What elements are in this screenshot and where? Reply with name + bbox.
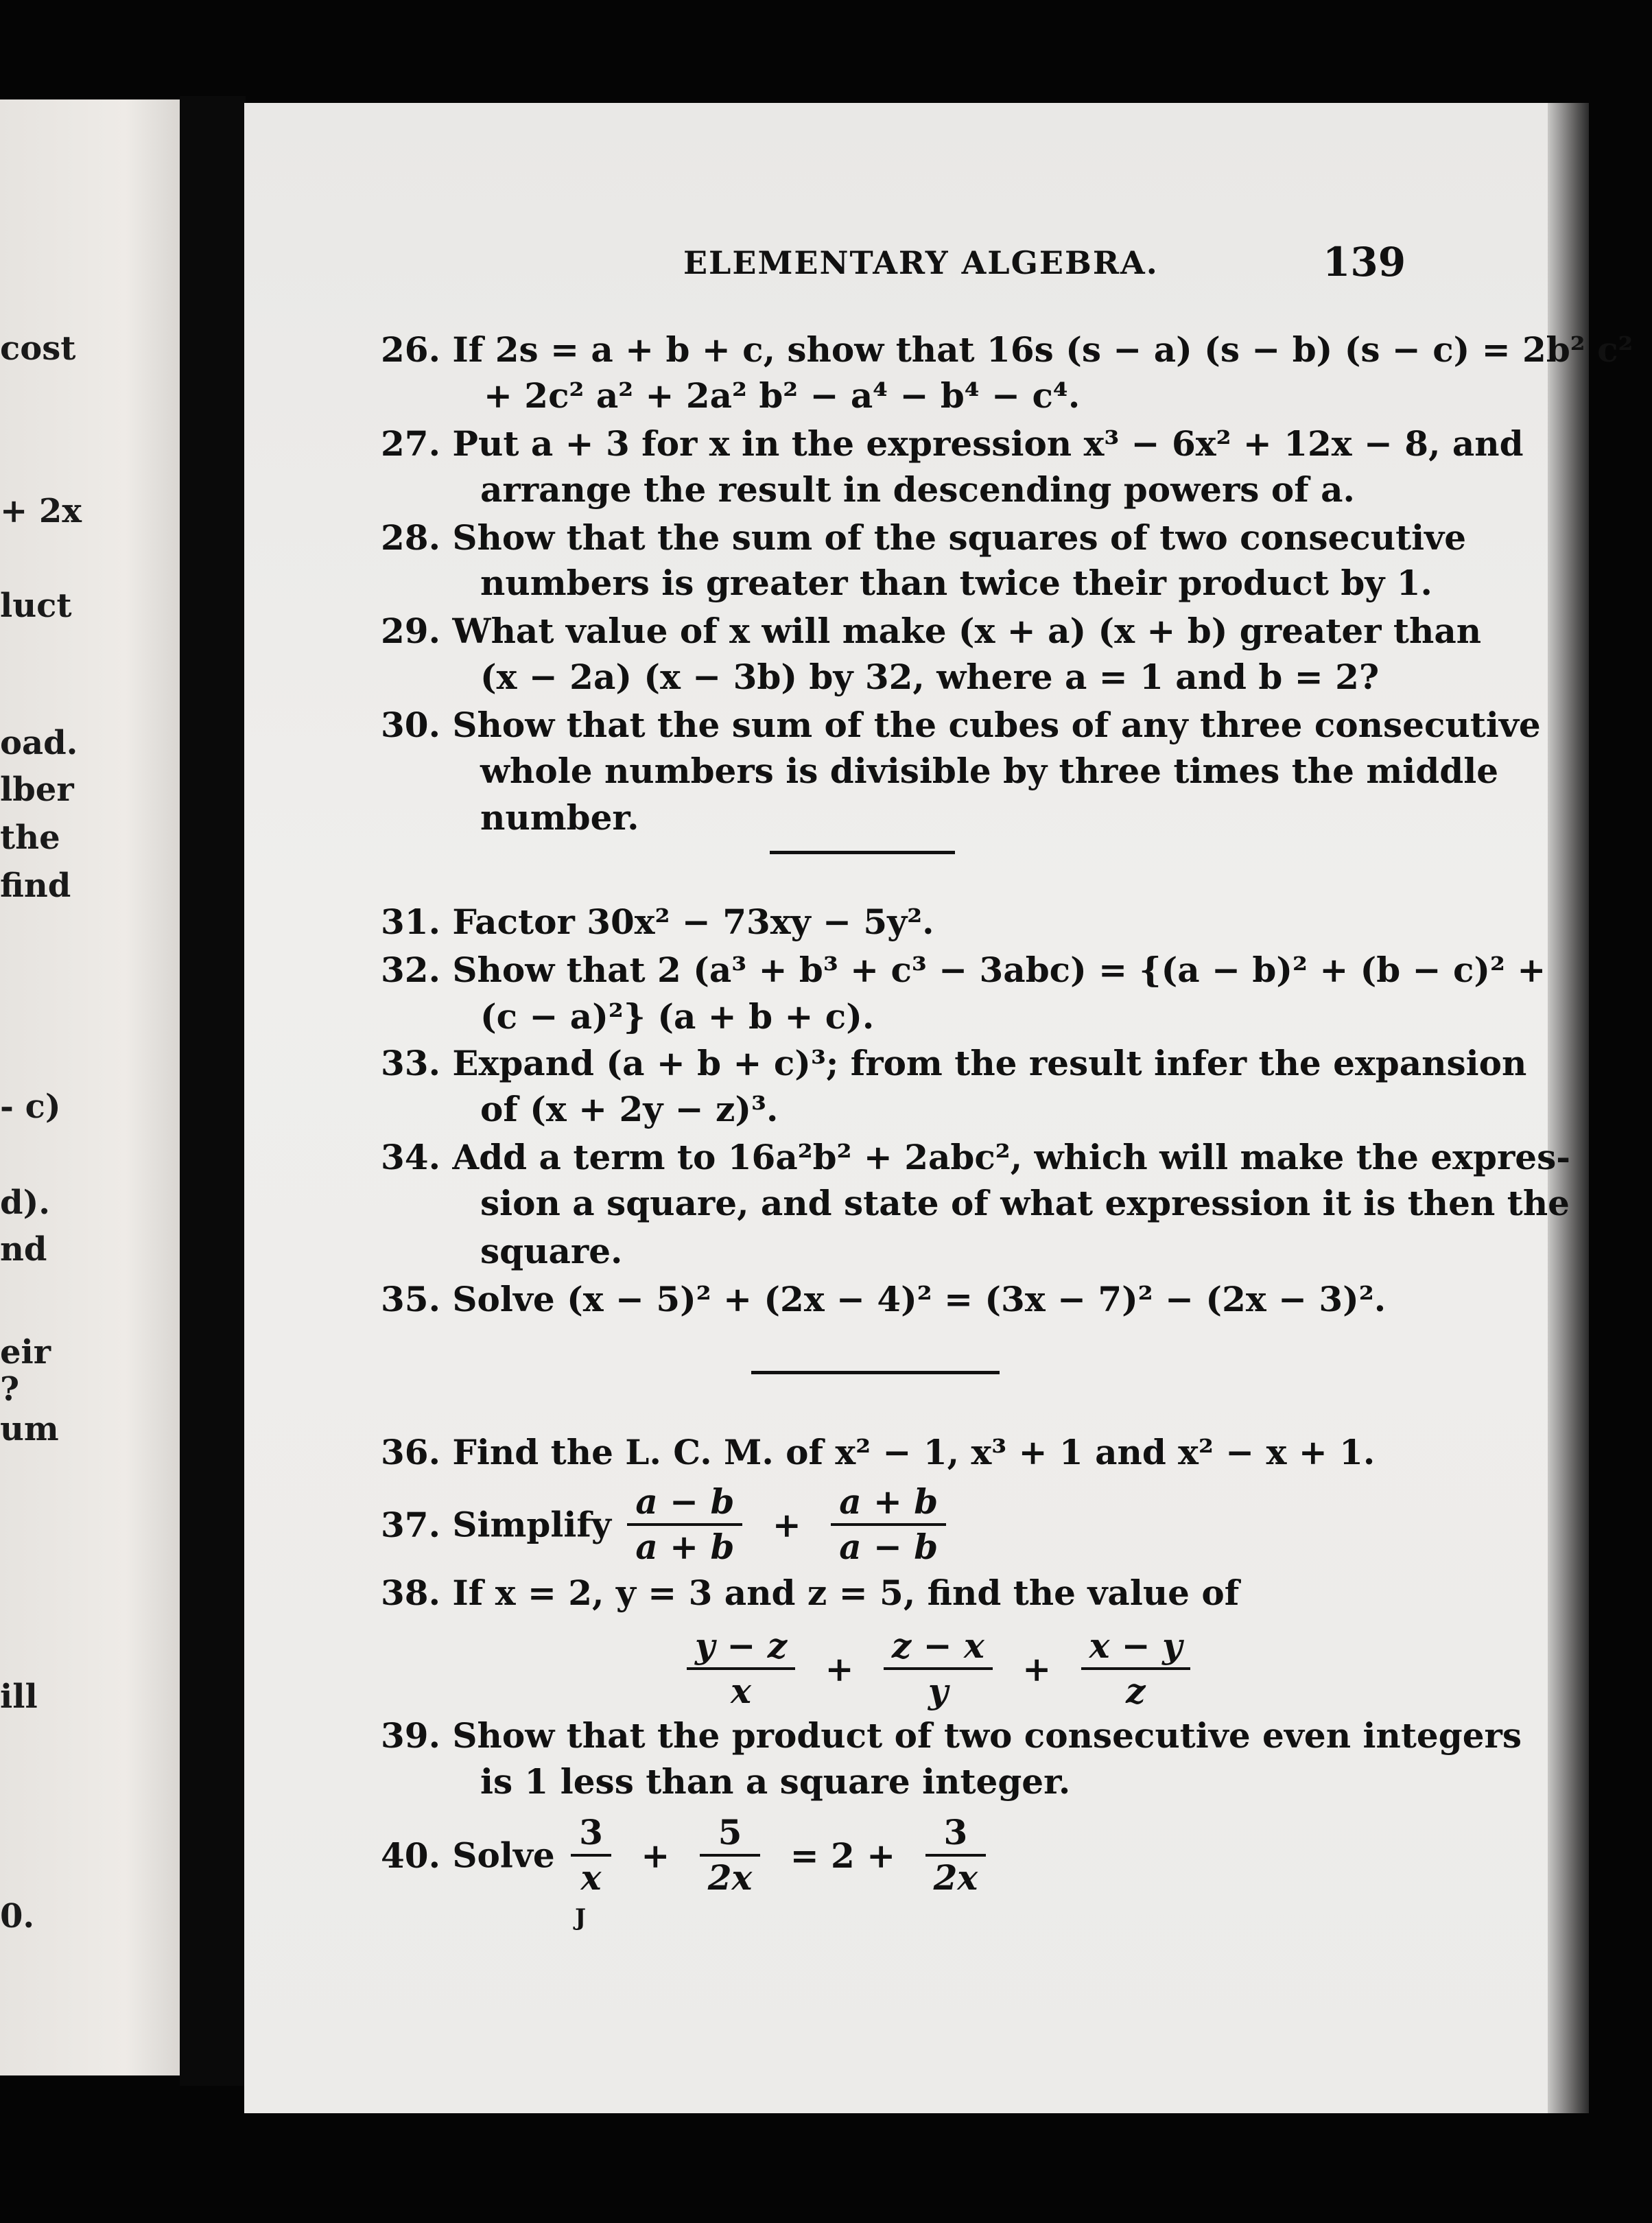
left-fragment: - c) (0, 1087, 61, 1126)
problem-text: Expand (a + b + c)³; from the result infer the expansion (452, 1043, 1527, 1083)
left-fragment: d). (0, 1184, 50, 1222)
operator: + (772, 1504, 801, 1545)
problem-text: whole numbers is divisible by three times the middle (480, 751, 1499, 791)
problem-text: Put a + 3 for x in the expression x³ − 6x² + 12x − 8, and (452, 423, 1524, 464)
left-fragment: nd (0, 1230, 47, 1269)
problem-number: 26. (381, 329, 440, 370)
problem-text: If 2s = a + b + c, show that 16s (s − a) (s − b) (s − c) = 2b² c² (452, 329, 1633, 370)
left-fragment: luct (0, 587, 72, 625)
section-divider (770, 851, 955, 854)
problem-26 (381, 328, 1633, 372)
problem-32 (381, 948, 1546, 992)
problem-number: 27. (381, 423, 440, 464)
problem-text: numbers is greater than twice their product by 1. (480, 563, 1432, 603)
operator: = 2 + (790, 1835, 896, 1876)
left-fragment: um (0, 1410, 59, 1448)
problem-number: 31. (381, 902, 440, 942)
problem-text: of (x + 2y − z)³. (480, 1089, 779, 1129)
problem-text: Find the L. C. M. of x² − 1, x³ + 1 and x² − x + 1. (452, 1432, 1376, 1472)
left-page-strip (0, 99, 180, 2075)
fraction: $\frac{5}{2x}$ (700, 1811, 761, 1899)
page-edge (1548, 103, 1589, 2113)
problem-text: arrange the result in descending powers of a. (480, 469, 1355, 510)
problem-36 (381, 1431, 1375, 1474)
problem-37 (381, 1481, 950, 1568)
left-fragment: ? (0, 1370, 20, 1409)
problem-30 (381, 703, 1541, 747)
fraction: $\frac{a + b}{a - b}$ (831, 1481, 946, 1568)
operator: + (1022, 1648, 1052, 1689)
problem-text: If x = 2, y = 3 and z = 5, find the value of (452, 1573, 1240, 1613)
problem-text: (c − a)²} (a + b + c). (480, 996, 875, 1037)
problem-lead: Solve (452, 1835, 555, 1876)
problem-33 (381, 1042, 1526, 1085)
problem-number: 36. (381, 1432, 440, 1472)
left-fragment: find (0, 867, 71, 905)
problem-text: Solve (x − 5)² + (2x − 4)² = (3x − 7)² − (2x − 3)². (452, 1279, 1386, 1319)
problem-lead: Simplify (452, 1504, 611, 1545)
problem-39 (381, 1714, 1522, 1758)
problem-28 (381, 516, 1466, 560)
fraction: $\frac{3}{x}$ (571, 1811, 611, 1899)
operator: + (641, 1835, 670, 1876)
problem-number: 39. (381, 1715, 440, 1756)
left-fragment: lber (0, 771, 74, 809)
problem-number: 38. (381, 1573, 440, 1613)
fraction: $\frac{x - y}{z}$ (1081, 1625, 1191, 1713)
problem-text: sion a square, and state of what expression it is then the (480, 1183, 1570, 1223)
problem-38 (381, 1571, 1239, 1615)
fraction: $\frac{3}{2x}$ (925, 1811, 987, 1899)
problem-text: Add a term to 16a²b² + 2abc², which will make the expres- (452, 1137, 1571, 1177)
problem-number: 30. (381, 705, 440, 745)
page-number: 139 (1323, 239, 1406, 285)
left-fragment: + 2x (0, 492, 82, 530)
problem-number: 40. (381, 1835, 440, 1876)
operator: + (825, 1648, 854, 1689)
problem-text: square. (480, 1231, 623, 1271)
problem-number: 33. (381, 1043, 440, 1083)
problem-number: 37. (381, 1504, 440, 1545)
signature-mark: J (575, 1904, 587, 1931)
problem-text: What value of x will make (x + a) (x + b) greater than (452, 611, 1482, 651)
left-fragment: cost (0, 329, 76, 368)
book-gutter (180, 96, 246, 2086)
fraction: $\frac{y - z}{x}$ (687, 1625, 795, 1713)
problem-27 (381, 422, 1524, 466)
problem-29 (381, 609, 1481, 653)
problem-number: 29. (381, 611, 440, 651)
left-fragment: ill (0, 1678, 38, 1716)
problem-text: Show that the sum of the cubes of any three consecutive (452, 705, 1541, 745)
left-fragment: the (0, 819, 60, 857)
problem-text: + 2c² a² + 2a² b² − a⁴ − b⁴ − c⁴. (484, 375, 1081, 416)
problem-number: 34. (381, 1137, 440, 1177)
expression-38 (683, 1625, 1194, 1713)
problem-text: is 1 less than a square integer. (480, 1761, 1071, 1802)
left-fragment: oad. (0, 724, 78, 762)
left-fragment: 0. (0, 1897, 35, 1936)
running-header: ELEMENTARY ALGEBRA. (683, 244, 1159, 281)
problem-text: Show that the sum of the squares of two consecutive (452, 517, 1467, 558)
problem-35 (381, 1278, 1386, 1321)
problem-text: (x − 2a) (x − 3b) by 32, where a = 1 and b = 2? (480, 657, 1380, 697)
fraction: $\frac{a - b}{a + b}$ (627, 1481, 742, 1568)
problem-text: Show that 2 (a³ + b³ + c³ − 3abc) = {(a − b)² + (b − c)² + (452, 950, 1546, 990)
section-divider (751, 1371, 1000, 1374)
problem-number: 35. (381, 1279, 440, 1319)
problem-31 (381, 900, 934, 944)
problem-text: number. (480, 797, 639, 838)
problem-number: 32. (381, 950, 440, 990)
left-fragment: eir (0, 1333, 51, 1372)
fraction: $\frac{z - x}{y}$ (884, 1625, 993, 1713)
problem-number: 28. (381, 517, 440, 558)
problem-text: Show that the product of two consecutive even integers (452, 1715, 1522, 1756)
problem-34 (381, 1136, 1570, 1179)
problem-40 (381, 1811, 990, 1899)
problem-text: Factor 30x² − 73xy − 5y². (452, 902, 934, 942)
